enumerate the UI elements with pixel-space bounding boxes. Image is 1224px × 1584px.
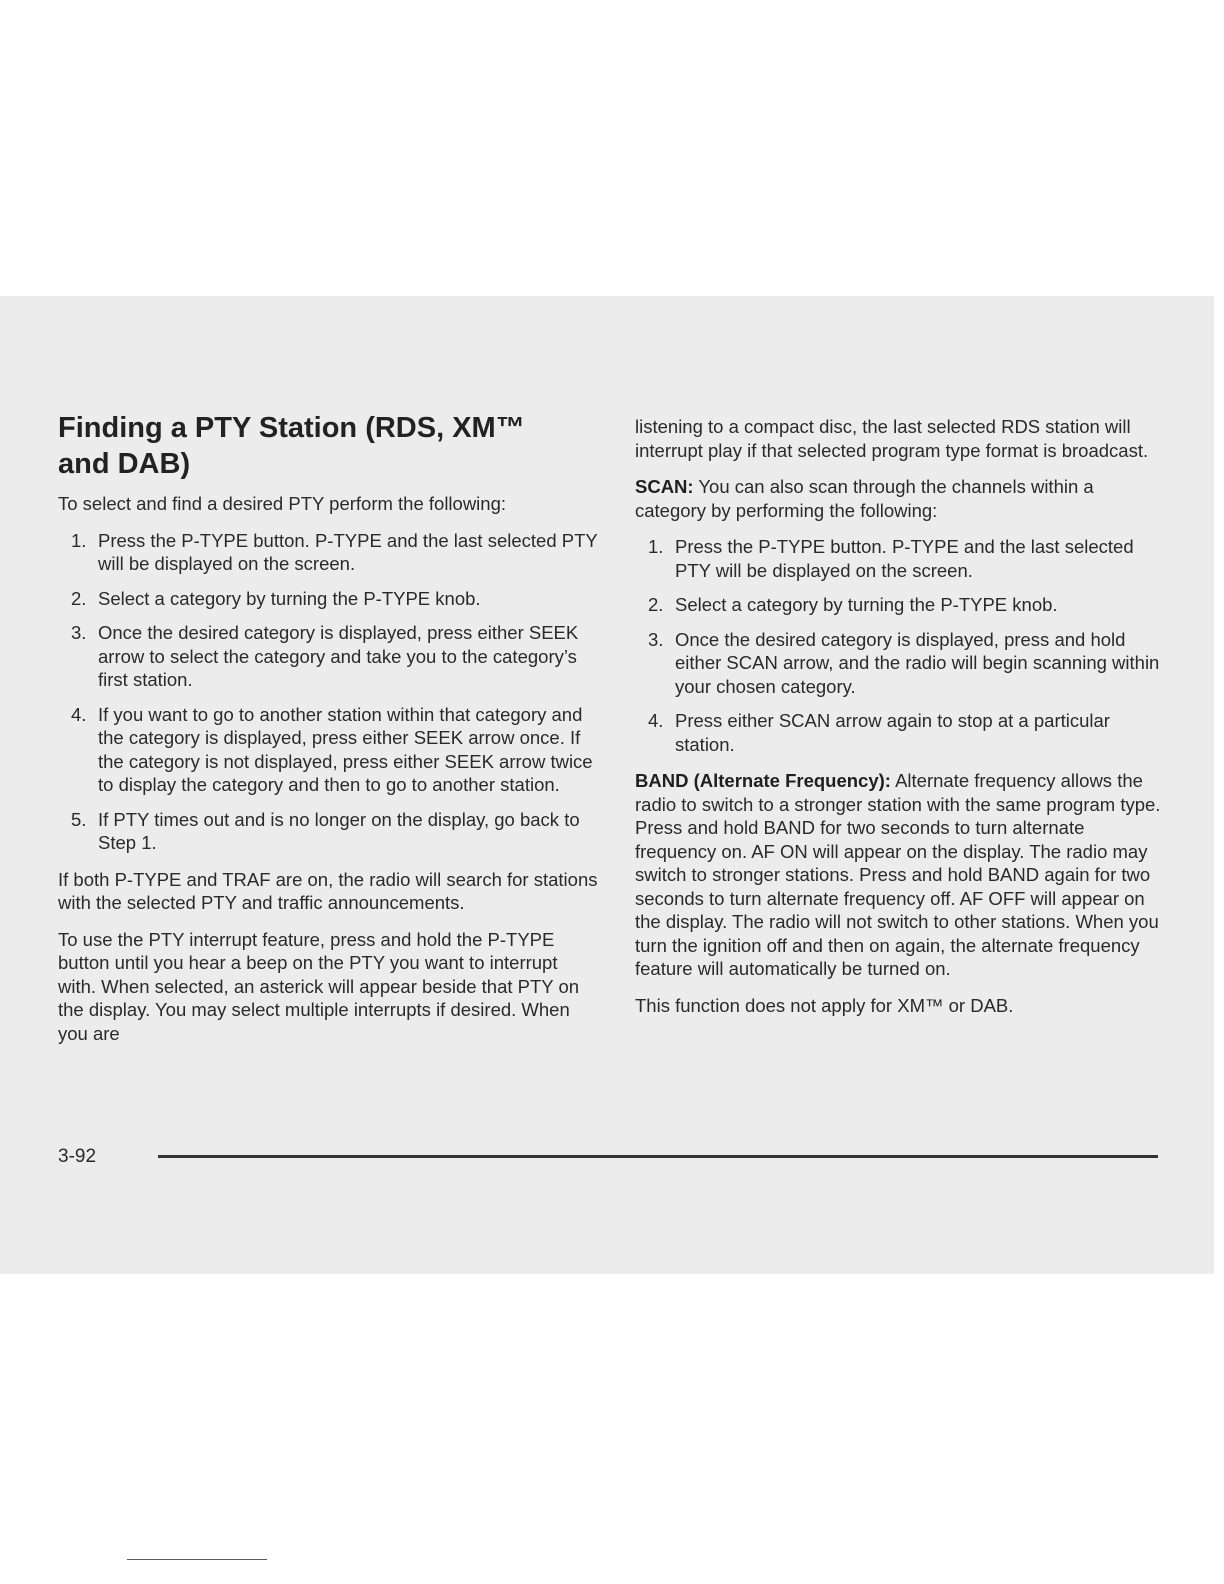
interrupt-paragraph: To use the PTY interrupt feature, press and hold the P-TYPE button until you hear a beep on the PTY you want to interrupt with. When selected, an asterick will appear beside that PTY on the display. You may select multiple interrupts if desired. When you are bbox=[58, 928, 580, 1044]
step-text: Once the desired category is displayed, press either SEEK arrow to select the category and take you to the category’s first station. bbox=[98, 622, 579, 690]
step-text: Once the desired category is displayed, press and hold either SCAN arrow, and the radio will begin scanning within your chosen category. bbox=[675, 628, 1160, 697]
step-text: Select a category by turning the P-TYPE knob. bbox=[675, 594, 1058, 615]
list-item bbox=[58, 529, 598, 576]
closing-paragraph: This function does not apply for XM™ or DAB. bbox=[635, 994, 1014, 1016]
band-text: Alternate frequency allows the radio to switch to a stronger station with the same program type. Press and hold BAND for two seconds to turn alternate frequency on. AF ON will appear on the display. The radio may switch to stronger stations. Press and hold BAND again for two seconds to turn alternate frequency off. AF OFF will appear on the display. The radio will not switch to other stations. When you turn the ignition off and then on again, the alternate frequency feature will automatically be turned on. bbox=[635, 770, 1161, 979]
right-column bbox=[635, 415, 1165, 1030]
page-number: 3-92 bbox=[58, 1146, 97, 1167]
scan-paragraph bbox=[635, 475, 1165, 522]
step-text: Select a category by turning the P-TYPE knob. bbox=[98, 587, 481, 609]
step-number: 3. bbox=[648, 628, 664, 650]
list-item bbox=[58, 587, 598, 611]
list-item bbox=[635, 535, 1165, 582]
pty-steps-list bbox=[58, 529, 598, 855]
step-number: 5. bbox=[71, 808, 87, 830]
step-number: 2. bbox=[648, 594, 664, 615]
left-column bbox=[58, 410, 598, 1058]
step-text: If PTY times out and is no longer on the display, go back to Step 1. bbox=[98, 808, 580, 853]
step-text: If you want to go to another station within that category and the category is displayed, press either SEEK arrow once. If the category is not displayed, press either SEEK arrow twice to display the category and then to go to another station. bbox=[98, 703, 593, 795]
step-number: 2. bbox=[71, 587, 87, 609]
list-item bbox=[635, 709, 1165, 756]
list-item bbox=[58, 621, 598, 692]
footer-divider bbox=[158, 1155, 1158, 1158]
step-number: 1. bbox=[71, 529, 87, 551]
scan-label: SCAN: bbox=[635, 476, 694, 497]
step-number: 4. bbox=[648, 710, 664, 731]
list-item bbox=[58, 808, 598, 855]
step-text: Press the P-TYPE button. P-TYPE and the last selected PTY will be displayed on the screen. bbox=[675, 536, 1134, 581]
step-text: Press either SCAN arrow again to stop at a particular station. bbox=[675, 710, 1110, 755]
list-item bbox=[635, 628, 1165, 699]
step-number: 3. bbox=[71, 622, 87, 643]
step-number: 4. bbox=[71, 703, 87, 725]
list-item bbox=[635, 593, 1165, 617]
band-paragraph bbox=[635, 769, 1165, 981]
step-number: 1. bbox=[648, 536, 664, 557]
traf-paragraph: If both P-TYPE and TRAF are on, the radio will search for stations with the selected PTY and traffic announcements. bbox=[58, 868, 598, 913]
intro-paragraph: To select and find a desired PTY perform the following: bbox=[58, 493, 507, 514]
band-label: BAND (Alternate Frequency): bbox=[635, 770, 891, 791]
scan-steps-list bbox=[635, 535, 1165, 756]
step-text: Press the P-TYPE button. P-TYPE and the last selected PTY will be displayed on the screen. bbox=[98, 529, 598, 574]
link-underline bbox=[127, 1559, 267, 1560]
section-title: Finding a PTY Station (RDS, XM™ and DAB) bbox=[58, 412, 525, 480]
continuation-paragraph: listening to a compact disc, the last selected RDS station will interrupt play if that selected program type format is broadcast. bbox=[635, 416, 1149, 461]
list-item bbox=[58, 703, 598, 797]
scan-text: You can also scan through the channels within a category by performing the following: bbox=[635, 476, 1094, 521]
